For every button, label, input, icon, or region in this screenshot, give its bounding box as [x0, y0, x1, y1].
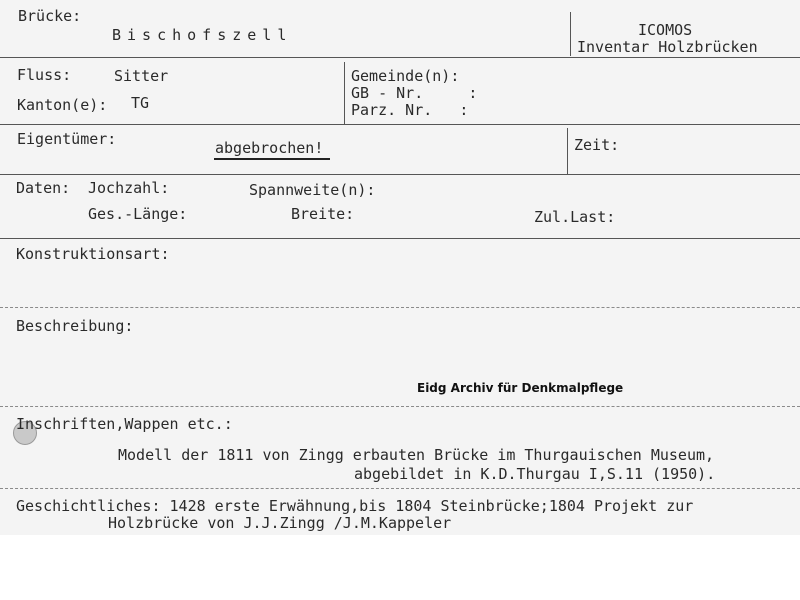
zeit-label: Zeit:: [574, 136, 620, 154]
parz-label: Parz. Nr. :: [351, 101, 469, 119]
gemeinde-label: Gemeinde(n):: [351, 67, 460, 85]
gb-label: GB - Nr. :: [351, 84, 478, 102]
kanton-label: Kanton(e):: [17, 96, 108, 114]
eigentuemer-label: Eigentümer:: [17, 130, 117, 148]
fluss-value: Sitter: [114, 67, 169, 85]
inschriften-label: Inschriften,Wappen etc.:: [16, 415, 233, 433]
value-underline: [214, 158, 330, 160]
inschriften-line2: abgebildet in K.D.Thurgau I,S.11 (1950).: [354, 465, 716, 483]
divider: [0, 488, 800, 489]
spannweite-label: Spannweite(n):: [249, 181, 376, 199]
bruecke-value: Bischofszell: [112, 26, 293, 44]
kanton-value: TG: [131, 94, 150, 112]
location-divider: [344, 62, 345, 124]
divider: [0, 124, 800, 125]
daten-label: Daten:: [16, 179, 71, 197]
zul-last-label: Zul.Last:: [534, 208, 616, 226]
konstruktionsart-label: Konstruktionsart:: [16, 245, 170, 263]
jochzahl-label: Jochzahl:: [88, 179, 170, 197]
laenge-label: Ges.-Länge:: [88, 205, 188, 223]
header-divider: [570, 12, 571, 56]
beschreibung-label: Beschreibung:: [16, 317, 134, 335]
owner-divider: [567, 128, 568, 174]
inschriften-line1: Modell der 1811 von Zingg erbauten Brücke im Thurgauischen Museum,: [118, 446, 715, 464]
eigentuemer-value: abgebrochen!: [215, 139, 324, 157]
org-line2: Inventar Holzbrücken: [577, 38, 758, 56]
org-line1: ICOMOS: [638, 21, 693, 39]
bruecke-label: Brücke:: [18, 7, 82, 25]
geschichtliches-line2: Holzbrücke von J.J.Zingg /J.M.Kappeler: [108, 514, 452, 532]
breite-label: Breite:: [291, 205, 355, 223]
divider: [0, 238, 800, 239]
geschichtliches-line1: Geschichtliches: 1428 erste Erwähnung,bis 1804 Steinbrücke;1804 Projekt zur: [16, 497, 694, 515]
divider: [0, 174, 800, 175]
divider: [0, 406, 800, 407]
divider: [0, 307, 800, 308]
archive-stamp: Eidg Archiv für Denkmalpflege: [417, 381, 624, 395]
fluss-label: Fluss:: [17, 66, 72, 84]
divider: [0, 57, 800, 58]
